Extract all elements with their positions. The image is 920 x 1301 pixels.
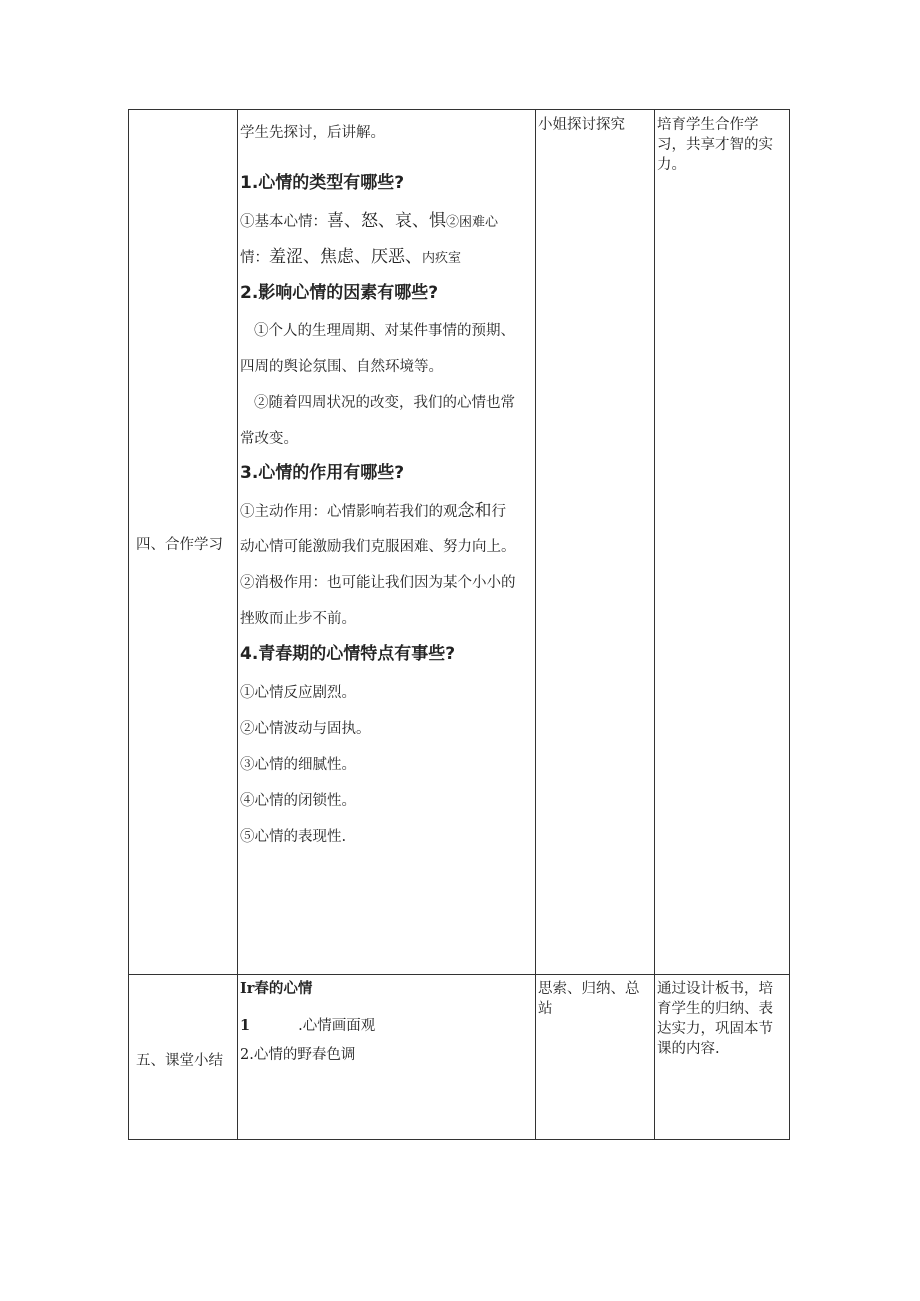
q3-answer-b2: 挫败而止步不前。 bbox=[240, 611, 356, 627]
q4-item: ③心情的细腻性。 bbox=[240, 757, 356, 773]
activity-line: 思索、归纳、总 bbox=[538, 981, 640, 997]
purpose-line: 达实力，巩固本节 bbox=[657, 1021, 773, 1037]
summary-item-2: 2.心情的野春色调 bbox=[240, 1047, 356, 1063]
table-border-top bbox=[128, 109, 790, 110]
purpose-line: 习，共享才智的实 bbox=[657, 137, 773, 153]
stage-cell-summary bbox=[136, 1051, 236, 1071]
summary-title: Ir春的心情 bbox=[240, 980, 313, 997]
q2-answer-b1: ②随着四周状况的改变，我们的心情也常 bbox=[254, 395, 515, 411]
purpose-line: 培育学生合作学 bbox=[657, 117, 759, 133]
q1-answer-line2: 情：羞涩、焦虑、厌恶、内疚室 bbox=[240, 247, 462, 267]
q2-answer-a1: ①个人的生理周期、对某件事情的预期、 bbox=[254, 323, 515, 339]
activity-label: 小姐探讨探究 bbox=[538, 117, 625, 133]
q3-answer-a2: 动心情可能激励我们克服困难、努力向上。 bbox=[240, 539, 516, 555]
table-border-bottom bbox=[128, 1139, 790, 1140]
lesson-table bbox=[128, 109, 790, 1140]
column-divider-2 bbox=[535, 109, 536, 1140]
purpose-cell-cooperative bbox=[657, 115, 787, 175]
purpose-line: 力。 bbox=[657, 157, 686, 173]
summary-item-1: 1 .心情画面观 bbox=[240, 1017, 376, 1034]
stage-label: 五、课堂小结 bbox=[136, 1053, 223, 1069]
activity-cell-summary bbox=[538, 979, 652, 1019]
purpose-line: 育学生的归纳、表 bbox=[657, 1001, 773, 1017]
row-divider bbox=[128, 974, 790, 975]
column-divider-1 bbox=[237, 109, 238, 1140]
question-1: 1.心情的类型有哪些? bbox=[240, 173, 405, 193]
stage-cell-cooperative bbox=[136, 535, 236, 555]
q4-item: ②心情波动与固执。 bbox=[240, 721, 371, 737]
activity-cell-cooperative bbox=[538, 115, 652, 135]
content-cell-cooperative bbox=[240, 117, 534, 967]
question-4: 4.青春期的心情特点有事些? bbox=[240, 644, 456, 664]
stage-label: 四、合作学习 bbox=[136, 537, 223, 553]
q3-answer-a1: ①主动作用：心情影响若我们的观念和行 bbox=[240, 501, 506, 521]
q3-answer-b1: ②消极作用：也可能让我们因为某个小小的 bbox=[240, 575, 516, 591]
q1-answer-line1: ①基本心情：喜、怒、哀、惧②困难心 bbox=[240, 211, 499, 231]
purpose-line: 课的内容. bbox=[657, 1041, 720, 1057]
purpose-cell-summary bbox=[657, 979, 787, 1059]
q4-item: ①心情反应剧烈。 bbox=[240, 685, 356, 701]
column-divider-3 bbox=[654, 109, 655, 1140]
q2-answer-b2: 常改变。 bbox=[240, 431, 298, 447]
question-3: 3.心情的作用有哪些? bbox=[240, 463, 405, 483]
activity-line: 站 bbox=[538, 1001, 553, 1017]
table-border-right bbox=[789, 109, 790, 1140]
table-border-left bbox=[128, 109, 129, 1140]
question-2: 2.影响心情的因素有哪些? bbox=[240, 283, 439, 303]
q2-answer-a2: 四周的舆论氛围、自然环境等。 bbox=[240, 359, 443, 375]
intro-text: 学生先探讨，后讲解。 bbox=[240, 125, 385, 141]
q4-item: ④心情的闭锁性。 bbox=[240, 793, 356, 809]
q4-item: ⑤心情的表现性. bbox=[240, 829, 347, 845]
purpose-line: 通过设计板书，培 bbox=[657, 981, 773, 997]
